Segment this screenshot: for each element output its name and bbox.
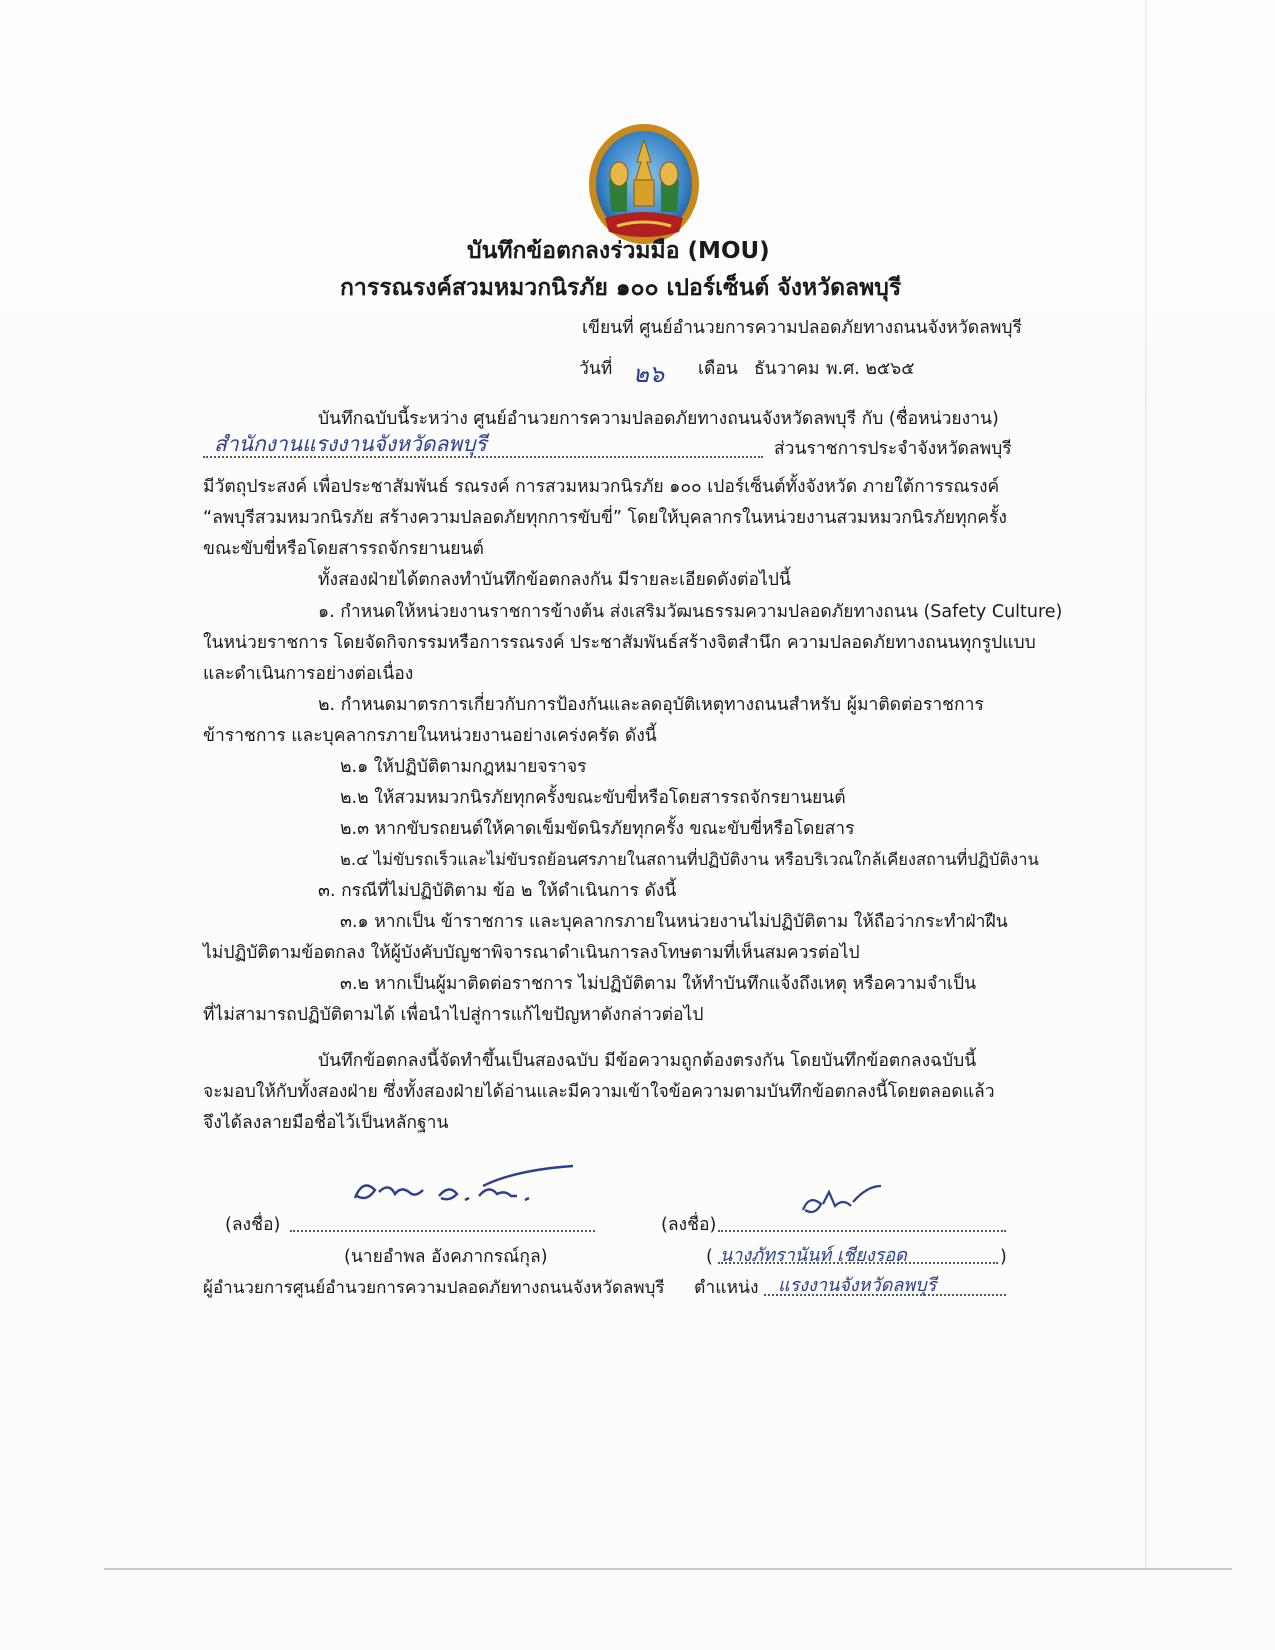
signatory-right-position: แรงงานจังหวัดลพบุรี [778,1275,937,1296]
paren-close: ) [1000,1247,1007,1267]
clause-2-item: ๒.๒ ให้สวมหมวกนิรภัยทุกครั้งขณะขับขี่หรือโดยสารรถจักรยานยนต์ [340,788,846,808]
document-title: บันทึกข้อตกลงร่วมมือ (MOU) [467,238,770,264]
lopburi-provincial-seal-icon [587,122,701,246]
clause-1: และดำเนินการอย่างต่อเนื่อง [203,664,414,684]
intro-line: บันทึกฉบับนี้ระหว่าง ศูนย์อำนวยการความปลอดภัยทางถนนจังหวัดลพบุรี กับ (ชื่อหน่วยงาน) [318,409,999,429]
clause-2-item: ๒.๔ ไม่ขับรถเร็วและไม่ขับรถย้อนศรภายในสถานที่ปฏิบัติงาน หรือบริเวณใกล้เคียงสถานที่ปฏิบัติงาน [340,850,1039,869]
signatory-right-name: นางภัทรานันท์ เชียงรอด [720,1245,907,1266]
signature-right-handwriting [795,1180,895,1224]
signatory-left-position: ผู้อำนวยการศูนย์อำนวยการความปลอดภัยทางถนนจังหวัดลพบุรี [203,1278,665,1298]
clause-3-item: ไม่ปฏิบัติตามข้อตกลง ให้ผู้บังคับบัญชาพิจารณาดำเนินการลงโทษตามที่เห็นสมควรต่อไป [203,943,860,963]
document-subtitle: การรณรงค์สวมหมวกนิรภัย ๑๐๐ เปอร์เซ็นต์ จังหวัดลพบุรี [340,275,902,301]
closing: จะมอบให้กับทั้งสองฝ่าย ซึ่งทั้งสองฝ่ายได้อ่านและมีความเข้าใจข้อความตามบันทึกข้อตกลงนี้โดยตลอดแล้ว [203,1082,995,1102]
clause-2: ข้าราชการ และบุคลากรภายในหน่วยงานอย่างเคร่งครัด ดังนี้ [203,726,657,746]
position-label-right: ตำแหน่ง [694,1278,759,1298]
sign-line-right [718,1230,1006,1232]
paren-open: ( [706,1247,713,1267]
clause-3-item: ที่ไม่สามารถปฏิบัติตามได้ เพื่อนำไปสู่การแก้ไขปัญหาดังกล่าวต่อไป [203,1005,704,1025]
clause-1: ในหน่วยราชการ โดยจัดกิจกรรมหรือการรณรงค์ ประชาสัมพันธ์สร้างจิตสำนึก ความปลอดภัยทางถนนทุกรูปแบบ [203,633,1036,653]
agency-handwritten: สำนักงานแรงงานจังหวัดลพบุรี [214,432,487,456]
intro-line: “ลพบุรีสวมหมวกนิรภัย สร้างความปลอดภัยทุกการขับขี่” โดยให้บุคลากรในหน่วยงานสวมหมวกนิรภัยทุกครั้ง [203,508,1007,528]
intro-line: มีวัตถุประสงค์ เพื่อประชาสัมพันธ์ รณรงค์ การสวมหมวกนิรภัย ๑๐๐ เปอร์เซ็นต์ทั้งจังหวัด ภายใต้การรณรงค์ [203,477,1000,497]
clause-2: ๒. กำหนดมาตรการเกี่ยวกับการป้องกันและลดอุบัติเหตุทางถนนสำหรับ ผู้มาติดต่อราชการ [318,695,984,715]
clause-3-item: ๓.๑ หากเป็น ข้าราชการ และบุคลากรภายในหน่วยงานไม่ปฏิบัติตาม ให้ถือว่ากระทำฝ่าฝืน [340,912,1008,932]
closing: บันทึกข้อตกลงนี้จัดทำขึ้นเป็นสองฉบับ มีข้อความถูกต้องตรงกัน โดยบันทึกข้อตกลงฉบับนี้ [318,1051,977,1071]
signature-left-handwriting [345,1160,585,1220]
sign-label-right: (ลงชื่อ) [661,1215,717,1235]
clause-1: ๑. กำหนดให้หน่วยงานราชการข้างต้น ส่งเสริมวัฒนธรรมความปลอดภัยทางถนน (Safety Culture) [318,602,1063,622]
clause-3: ๓. กรณีที่ไม่ปฏิบัติตาม ข้อ ๒ ให้ดำเนินการ ดังนี้ [318,881,677,901]
agreement-intro: ทั้งสองฝ่ายได้ตกลงทำบันทึกข้อตกลงกัน มีรายละเอียดดังต่อไปนี้ [318,570,791,590]
sign-label-left: (ลงชื่อ) [225,1215,281,1235]
year: พ.ศ. ๒๕๖๕ [826,359,915,379]
paper-edge-bottom [104,1568,1232,1570]
closing: จึงได้ลงลายมือชื่อไว้เป็นหลักฐาน [203,1113,449,1133]
signatory-left-name: (นายอำพล อังคภากรณ์กุล) [344,1247,548,1267]
clause-3-item: ๓.๒ หากเป็นผู้มาติดต่อราชการ ไม่ปฏิบัติตาม ให้ทำบันทึกแจ้งถึงเหตุ หรือความจำเป็น [340,974,977,994]
intro-line: ขณะขับขี่หรือโดยสารรถจักรยานยนต์ [203,539,484,559]
month-label: เดือน [698,359,738,379]
date-label: วันที่ [579,359,613,379]
intro-line: ส่วนราชการประจำจังหวัดลพบุรี [774,439,1012,459]
sign-line-left [290,1230,595,1232]
clause-2-item: ๒.๑ ให้ปฏิบัติตามกฎหมายจราจร [340,757,587,777]
paper-edge-right [1145,0,1147,1568]
month-value: ธันวาคม [754,359,820,379]
clause-2-item: ๒.๓ หากขับรถยนต์ให้คาดเข็มขัดนิรภัยทุกครั้ง ขณะขับขี่หรือโดยสาร [340,819,855,839]
date-day: ๒๖ [633,360,665,388]
written-at: เขียนที่ ศูนย์อำนวยการความปลอดภัยทางถนนจังหวัดลพบุรี [582,318,1022,338]
